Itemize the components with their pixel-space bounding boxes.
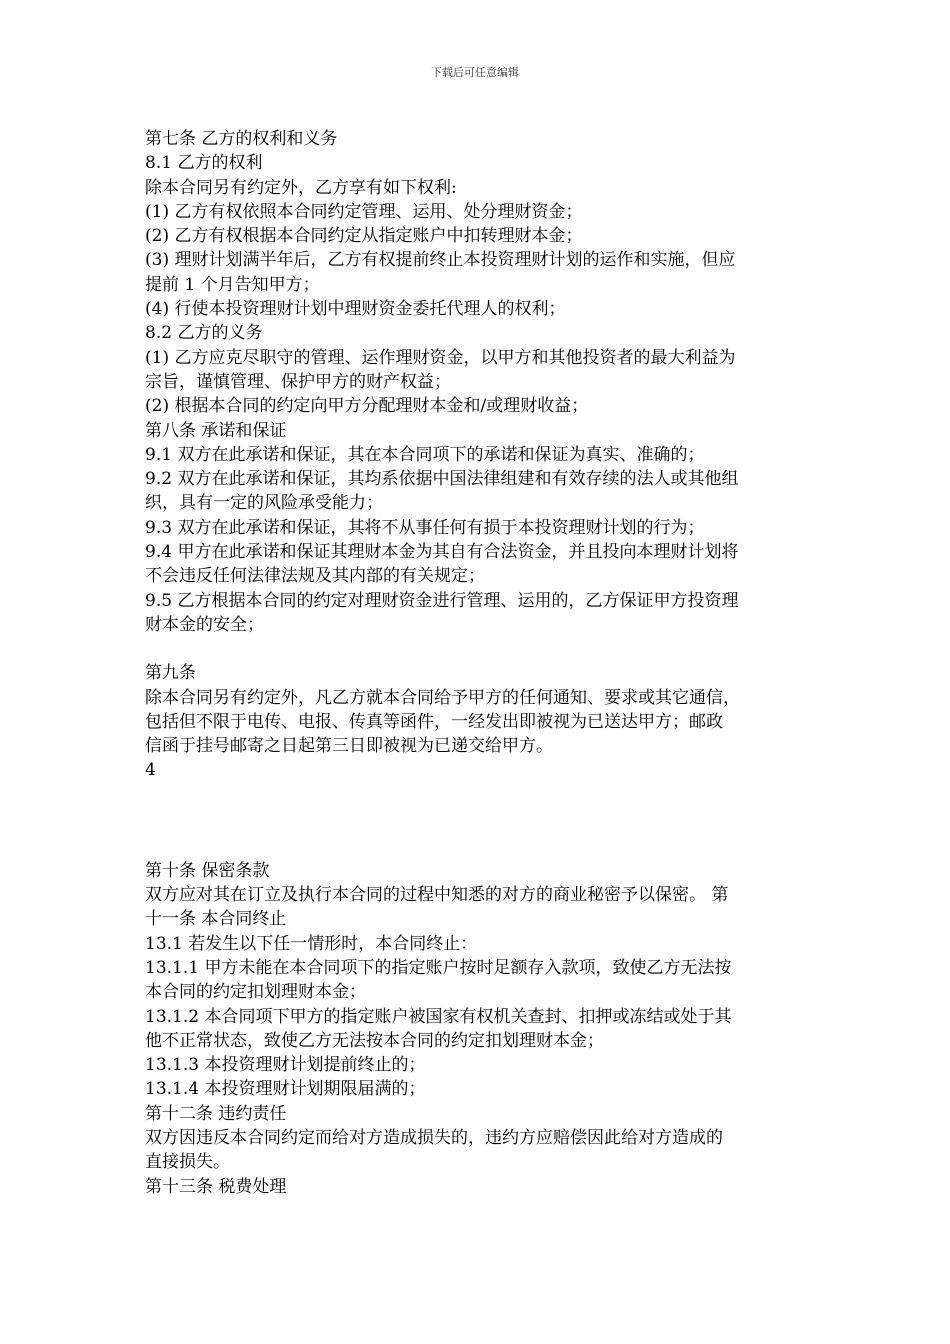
text-line: 除本合同另有约定外，乙方享有如下权利: xyxy=(145,177,457,198)
clause-8-2-heading: 8.2 乙方的义务 xyxy=(145,323,263,344)
text-line: 财本金的安全； xyxy=(145,614,264,635)
article-13-heading: 第十三条 税费处理 xyxy=(145,1176,287,1197)
text-line: (3) 理财计划满半年后，乙方有权提前终止本投资理财计划的运作和实施，但应 xyxy=(145,250,736,271)
text-line: 信函于挂号邮寄之日起第三日即被视为已递交给甲方。 xyxy=(145,736,553,757)
text-line: 9.3 双方在此承诺和保证，其将不从事任何有损于本投资理财计划的行为； xyxy=(145,517,705,538)
text-line: 织，具有一定的风险承受能力； xyxy=(145,493,383,514)
text-line: 他不正常状态，致使乙方无法按本合同的约定扣划理财本金； xyxy=(145,1030,604,1051)
page-break-gap xyxy=(145,783,825,859)
section-block-3 xyxy=(145,859,825,1199)
paragraph-gap xyxy=(145,637,825,661)
text-line: (4) 行使本投资理财计划中理财资金委托代理人的权利； xyxy=(145,299,566,320)
clause-8-1-heading: 8.1 乙方的权利 xyxy=(145,153,263,174)
text-line: 13.1.4 本投资理财计划期限届满的； xyxy=(145,1079,426,1100)
text-line: 9.5 乙方根据本合同的约定对理财资金进行管理、运用的，乙方保证甲方投资理 xyxy=(145,590,739,611)
text-line: (2) 乙方有权根据本合同约定从指定账户中扣转理财本金； xyxy=(145,226,583,247)
article-8-heading: 第八条 承诺和保证 xyxy=(145,420,287,441)
section-block-2 xyxy=(145,661,825,782)
text-line: (1) 乙方应克尽职守的管理、运作理财资金，以甲方和其他投资者的最大利益为 xyxy=(145,347,736,368)
text-line: (2) 根据本合同的约定向甲方分配理财本金和/或理财收益； xyxy=(145,396,589,417)
text-line: 9.1 双方在此承诺和保证，其在本合同项下的承诺和保证为真实、准确的； xyxy=(145,444,705,465)
text-line: 双方因违反本合同约定而给对方造成损失的，违约方应赔偿因此给对方造成的 xyxy=(145,1127,723,1148)
text-line: 双方应对其在订立及执行本合同的过程中知悉的对方的商业秘密予以保密。 第 xyxy=(145,885,729,906)
article-11-heading: 十一条 本合同终止 xyxy=(145,909,287,930)
text-line: 除本合同另有约定外，凡乙方就本合同给予甲方的任何通知、要求或其它通信， xyxy=(145,687,740,708)
text-line: 本合同的约定扣划理财本金； xyxy=(145,982,366,1003)
text-line: 不会违反任何法律法规及其内部的有关规定； xyxy=(145,566,485,587)
page-header-note: 下载后可任意编辑 xyxy=(431,66,519,79)
article-12-heading: 第十二条 违约责任 xyxy=(145,1103,287,1124)
text-line: 9.2 双方在此承诺和保证，其均系依据中国法律组建和有效存续的法人或其他组 xyxy=(145,469,739,490)
article-9-heading: 第九条 xyxy=(145,663,196,684)
document-body xyxy=(145,127,825,1199)
text-line: 宗旨，谨慎管理、保护甲方的财产权益； xyxy=(145,371,451,392)
text-line: 13.1.1 甲方未能在本合同项下的指定账户按时足额存入款项，致使乙方无法按 xyxy=(145,957,732,978)
section-block-1 xyxy=(145,127,825,637)
text-line: 13.1.3 本投资理财计划提前终止的； xyxy=(145,1055,426,1076)
text-line: 包括但不限于电传、电报、传真等函件，一经发出即被视为已送达甲方；邮政 xyxy=(145,711,723,732)
text-line: 提前 1 个月告知甲方； xyxy=(145,274,320,295)
text-line: 13.1.2 本合同项下甲方的指定账户被国家有权机关查封、扣押或冻结或处于其 xyxy=(145,1006,732,1027)
text-line: 9.4 甲方在此承诺和保证其理财本金为其自有合法资金，并且投向本理财计划将 xyxy=(145,542,739,563)
article-10-heading: 第十条 保密条款 xyxy=(145,860,270,881)
article-7-heading: 第七条 乙方的权利和义务 xyxy=(145,129,338,149)
text-line: 直接损失。 xyxy=(145,1152,230,1173)
text-line: 13.1 若发生以下任一情形时，本合同终止： xyxy=(145,933,478,954)
page-number: 4 xyxy=(145,760,156,781)
text-line: (1) 乙方有权依照本合同约定管理、运用、处分理财资金； xyxy=(145,201,583,222)
